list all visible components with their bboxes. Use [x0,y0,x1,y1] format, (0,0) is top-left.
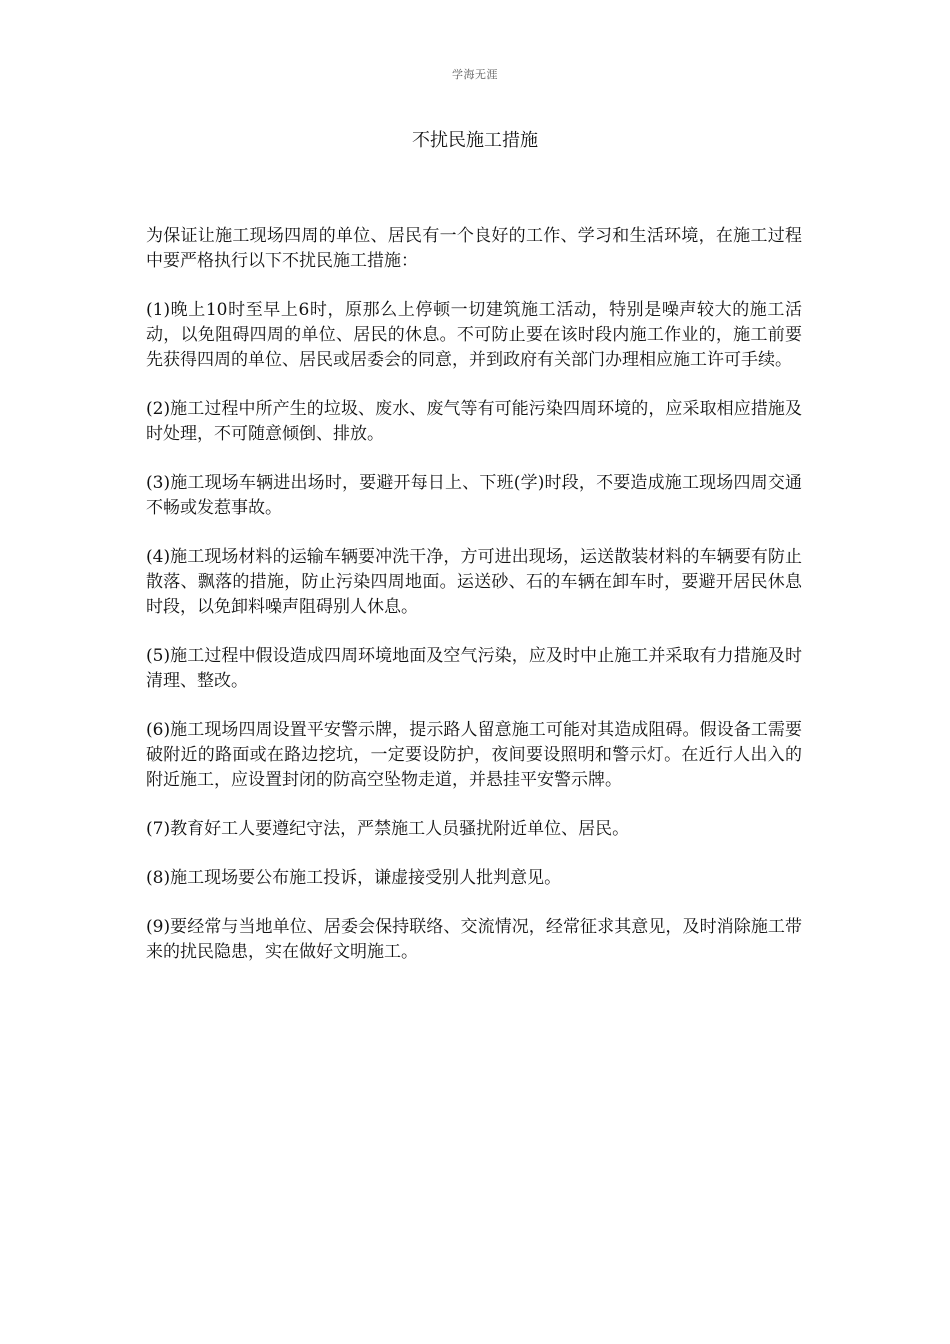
measure-paragraph-8: (8)施工现场要公布施工投诉，谦虚接受别人批判意见。 [146,868,562,888]
intro-paragraph: 为保证让施工现场四周的单位、居民有一个良好的工作、学习和生活环境，在施工过程中要严格执行以下不扰民施工措施： [146,226,802,271]
measure-paragraph-1: (1)晚上10时至早上6时，原那么上停顿一切建筑施工活动，特别是噪声较大的施工活动，以免阻碍四周的单位、居民的休息。不可防止要在该时段内施工作业的，施工前要先获得四周的单位、居民或居委会的同意，并到政府有关部门办理相应施工许可手续。 [146,300,802,370]
page-header: 学海无涯 [452,68,498,81]
measure-paragraph-3: (3)施工现场车辆进出场时，要避开每日上、下班(学)时段，不要造成施工现场四周交通不畅或发惹事故。 [146,473,802,518]
measure-paragraph-2: (2)施工过程中所产生的垃圾、废水、废气等有可能污染四周环境的，应采取相应措施及时处理，不可随意倾倒、排放。 [146,399,802,444]
measure-paragraph-4: (4)施工现场材料的运输车辆要冲洗干净，方可进出现场，运送散装材料的车辆要有防止散落、飘落的措施，防止污染四周地面。运送砂、石的车辆在卸车时，要避开居民休息时段，以免卸料噪声阻碍别人休息。 [146,547,802,617]
measure-paragraph-7: (7)教育好工人要遵纪守法，严禁施工人员骚扰附近单位、居民。 [146,819,630,839]
document-body [146,224,802,989]
document-title: 不扰民施工措施 [412,130,538,151]
measure-paragraph-6: (6)施工现场四周设置平安警示牌，提示路人留意施工可能对其造成阻碍。假设备工需要破附近的路面或在路边挖坑，一定要设防护，夜间要设照明和警示灯。在近行人出入的附近施工，应设置封闭的防高空坠物走道，并悬挂平安警示牌。 [146,720,802,790]
measure-paragraph-5: (5)施工过程中假设造成四周环境地面及空气污染，应及时中止施工并采取有力措施及时清理、整改。 [146,646,802,691]
measure-paragraph-9: (9)要经常与当地单位、居委会保持联络、交流情况，经常征求其意见，及时消除施工带来的扰民隐患，实在做好文明施工。 [146,917,802,962]
